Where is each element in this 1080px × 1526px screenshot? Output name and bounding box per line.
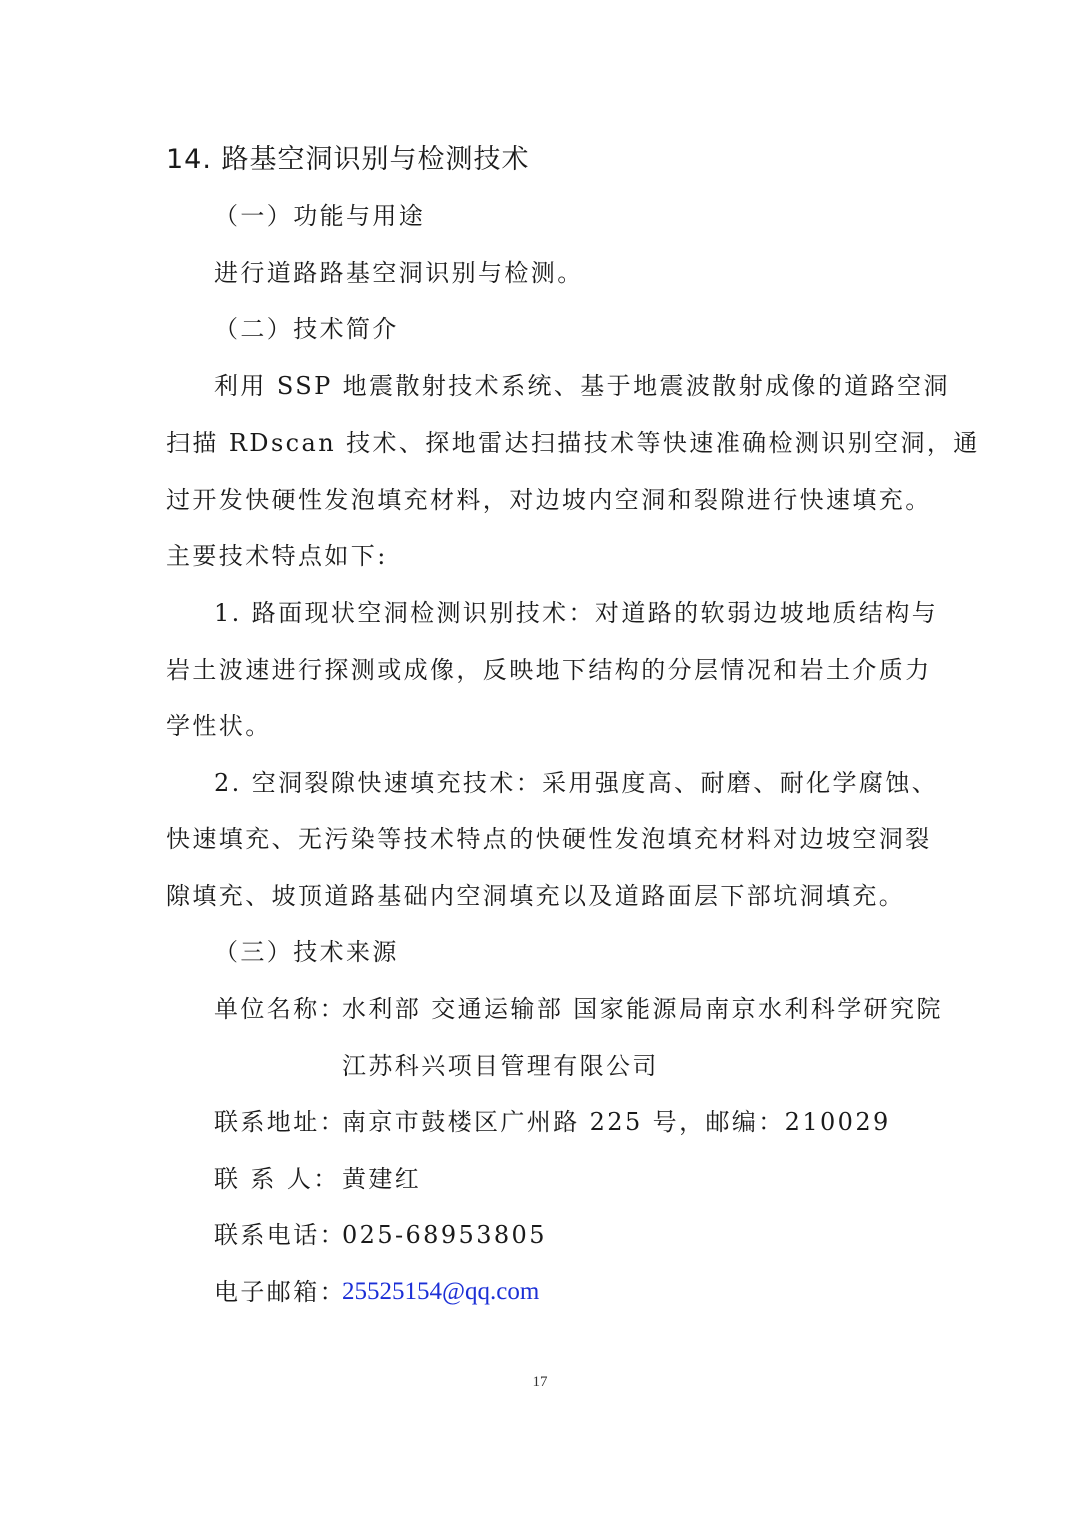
unit-name-line-2: 江苏科兴项目管理有限公司 <box>342 1052 659 1080</box>
unit-label: 单位名称： <box>214 995 346 1023</box>
section2-heading: （二）技术简介 <box>214 315 399 343</box>
point1-line-1: 1. 路面现状空洞检测识别技术：对道路的软弱边坡地质结构与 <box>214 599 939 627</box>
point2-line-3: 隙填充、坡顶道路基础内空洞填充以及道路面层下部坑洞填充。 <box>166 882 906 910</box>
point1-line-3: 学性状。 <box>166 712 272 740</box>
section3-heading: （三）技术来源 <box>214 938 399 966</box>
section1-heading: （一）功能与用途 <box>214 202 426 230</box>
email-link[interactable]: 25525154@qq.com <box>342 1278 540 1305</box>
section2-intro-line-2: 扫描 RDscan 技术、探地雷达扫描技术等快速准确检测识别空洞，通 <box>166 429 980 457</box>
point1-line-2: 岩土波速进行探测或成像，反映地下结构的分层情况和岩土介质力 <box>166 656 932 684</box>
contact-label: 联 系 人： <box>214 1165 340 1193</box>
unit-name-line-1: 水利部 交通运输部 国家能源局南京水利科学研究院 <box>342 995 943 1023</box>
email-label: 电子邮箱： <box>214 1278 346 1306</box>
section2-intro-line-3: 过开发快硬性发泡填充材料，对边坡内空洞和裂隙进行快速填充。 <box>166 486 932 514</box>
phone-value: 025-68953805 <box>342 1221 547 1249</box>
address-value: 南京市鼓楼区广州路 225 号，邮编：210029 <box>342 1108 891 1136</box>
section-title: 14. 路基空洞识别与检测技术 <box>166 144 530 175</box>
point2-line-2: 快速填充、无污染等技术特点的快硬性发泡填充材料对边坡空洞裂 <box>166 825 932 853</box>
section2-intro-line-1: 利用 SSP 地震散射技术系统、基于地震波散射成像的道路空洞 <box>214 372 950 400</box>
section1-body: 进行道路路基空洞识别与检测。 <box>214 259 584 287</box>
address-label: 联系地址： <box>214 1108 346 1136</box>
point2-line-1: 2. 空洞裂隙快速填充技术：采用强度高、耐磨、耐化学腐蚀、 <box>214 769 939 797</box>
contact-value: 黄建红 <box>342 1165 422 1193</box>
page-number: 17 <box>532 1374 548 1390</box>
phone-label: 联系电话： <box>214 1221 346 1249</box>
section2-intro-line-4: 主要技术特点如下: <box>166 542 388 570</box>
